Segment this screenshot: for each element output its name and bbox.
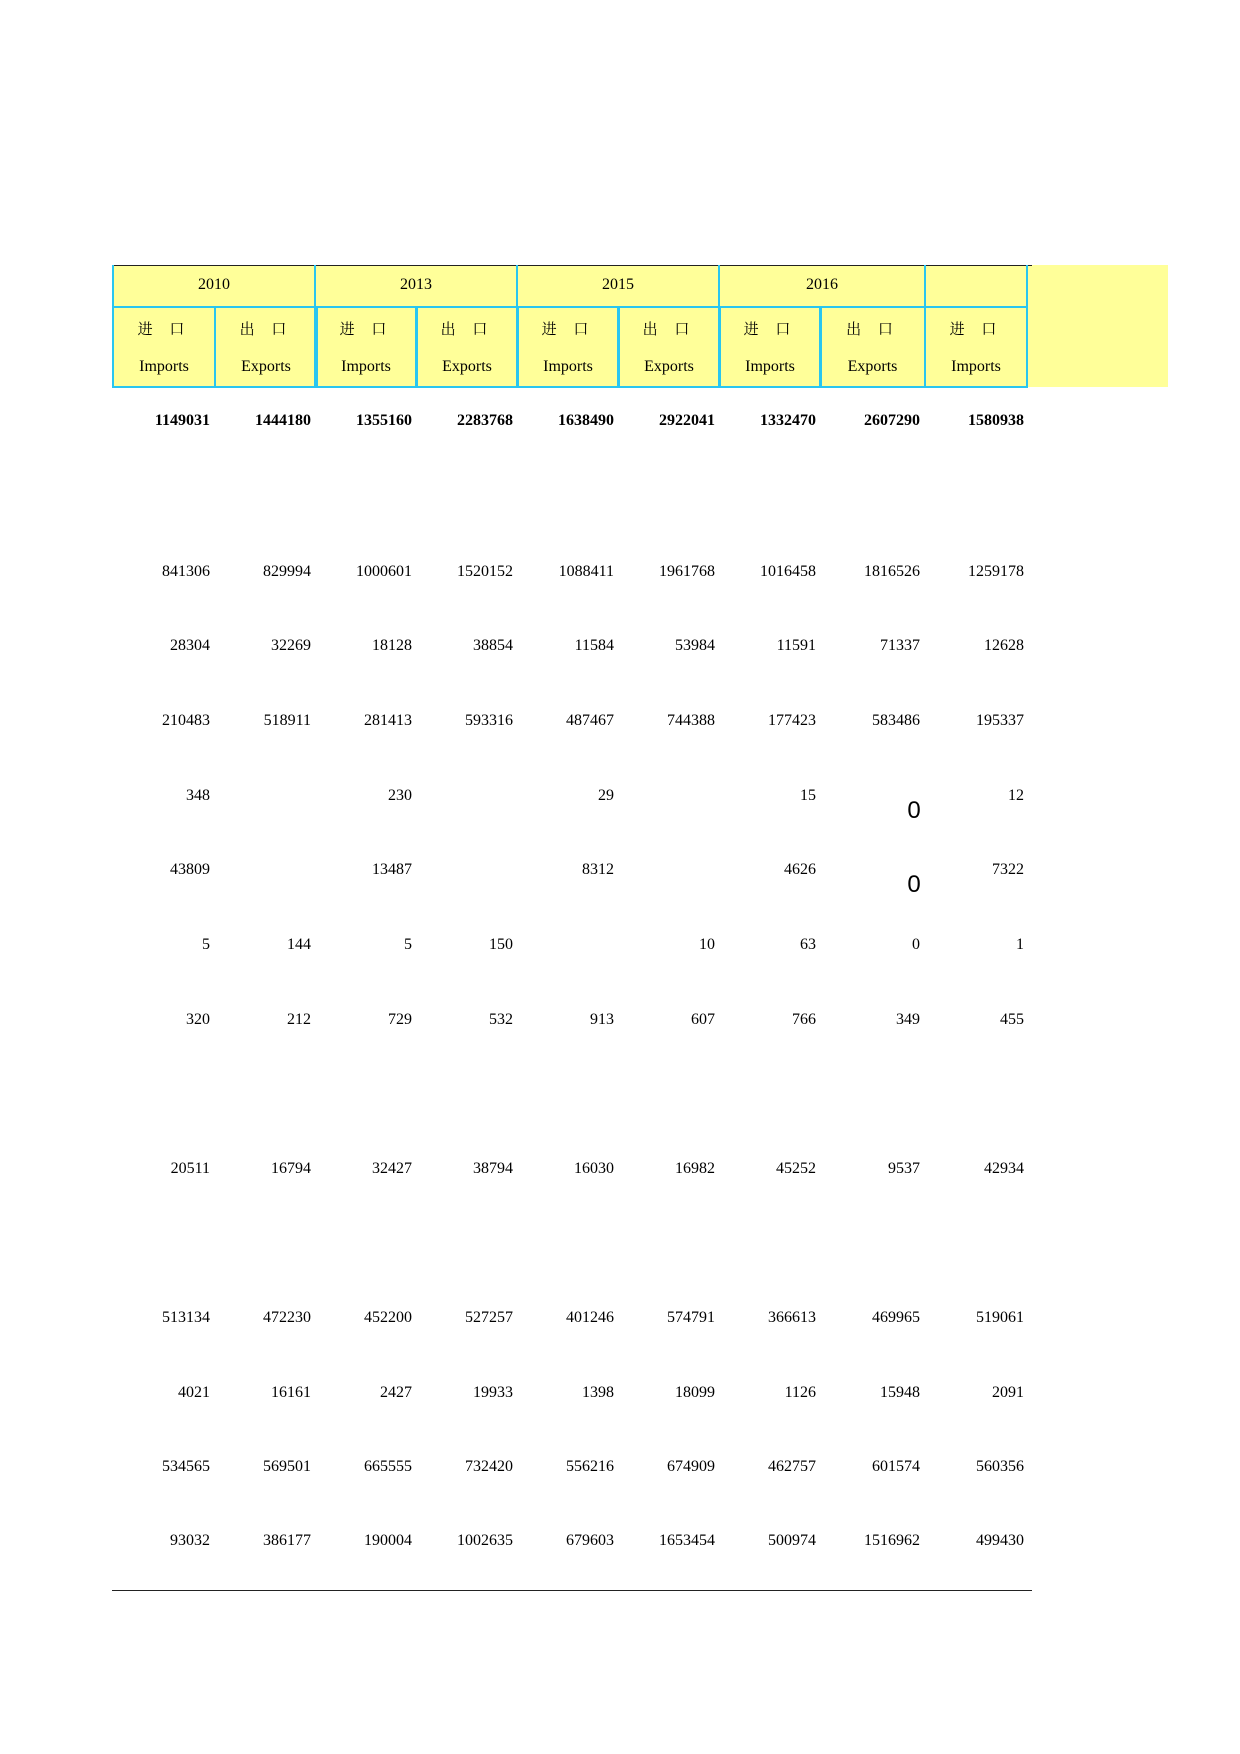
table-cell: 401246 bbox=[566, 1309, 614, 1326]
table-cell: 1088411 bbox=[558, 563, 614, 580]
table-cell: 16030 bbox=[574, 1160, 614, 1177]
col-header-imports bbox=[516, 306, 620, 388]
table-cell: 63 bbox=[800, 936, 816, 953]
col-header-cn: 出 口 bbox=[642, 320, 696, 338]
table-cell: 462757 bbox=[768, 1458, 816, 1475]
year-header-2015: 2015 bbox=[516, 265, 720, 308]
col-header-en: Exports bbox=[644, 358, 694, 375]
table-cell: 349 bbox=[896, 1011, 920, 1028]
table-cell: 607 bbox=[691, 1011, 715, 1028]
table-cell: 43809 bbox=[170, 861, 210, 878]
table-cell: 71337 bbox=[880, 637, 920, 654]
col-header-en: Exports bbox=[241, 358, 291, 375]
col-header-cn: 进 口 bbox=[339, 320, 393, 338]
col-header-en: Imports bbox=[543, 358, 593, 375]
table-cell: 28304 bbox=[170, 637, 210, 654]
total-cell: 1580938 bbox=[968, 412, 1024, 429]
table-cell: 348 bbox=[186, 787, 210, 804]
table-cell: 1961768 bbox=[659, 563, 715, 580]
col-header-cn: 进 口 bbox=[743, 320, 797, 338]
table-cell: 469965 bbox=[872, 1309, 920, 1326]
table-cell: 518911 bbox=[263, 712, 311, 729]
col-header-cn: 进 口 bbox=[949, 320, 1003, 338]
table-cell: 210483 bbox=[162, 712, 210, 729]
total-cell: 1149031 bbox=[154, 412, 210, 429]
table-cell: 8312 bbox=[582, 861, 614, 878]
table-cell: 93032 bbox=[170, 1532, 210, 1549]
col-header-imports bbox=[112, 306, 216, 388]
col-header-exports bbox=[214, 306, 318, 388]
table-cell: 386177 bbox=[263, 1532, 311, 1549]
table-cell: 2427 bbox=[380, 1384, 412, 1401]
col-header-en: Imports bbox=[341, 358, 391, 375]
table-cell: 7322 bbox=[992, 861, 1024, 878]
col-header-cn: 出 口 bbox=[440, 320, 494, 338]
table-cell: 18128 bbox=[372, 637, 412, 654]
table-cell: 5 bbox=[202, 936, 210, 953]
table-cell: 534565 bbox=[162, 1458, 210, 1475]
col-header-imports bbox=[924, 306, 1028, 388]
table-cell: 452200 bbox=[364, 1309, 412, 1326]
table-cell: 38794 bbox=[473, 1160, 513, 1177]
col-header-cn: 进 口 bbox=[541, 320, 595, 338]
table-cell: 38854 bbox=[473, 637, 513, 654]
table-cell: 829994 bbox=[263, 563, 311, 580]
table-cell: 679603 bbox=[566, 1532, 614, 1549]
table-cell: 32269 bbox=[271, 637, 311, 654]
col-header-en: Imports bbox=[139, 358, 189, 375]
table-cell: 472230 bbox=[263, 1309, 311, 1326]
table-cell: 19933 bbox=[473, 1384, 513, 1401]
table-cell: 1002635 bbox=[457, 1532, 513, 1549]
total-cell: 2283768 bbox=[457, 412, 513, 429]
table-cell: 4626 bbox=[784, 861, 816, 878]
table-cell: 556216 bbox=[566, 1458, 614, 1475]
col-header-cn: 进 口 bbox=[137, 320, 191, 338]
table-cell: 569501 bbox=[263, 1458, 311, 1475]
table-cell: 13487 bbox=[372, 861, 412, 878]
col-header-cn: 出 口 bbox=[239, 320, 293, 338]
col-header-cn: 出 口 bbox=[846, 320, 899, 338]
total-cell: 2607290 bbox=[864, 412, 920, 429]
table-cell: 11584 bbox=[574, 637, 614, 654]
table-cell: 10 bbox=[699, 936, 715, 953]
col-header-en: Imports bbox=[745, 358, 795, 375]
table-cell: 18099 bbox=[675, 1384, 715, 1401]
table-cell: 320 bbox=[186, 1011, 210, 1028]
table-cell: 1 bbox=[1016, 936, 1024, 953]
table-cell: 601574 bbox=[872, 1458, 920, 1475]
table-cell: 593316 bbox=[465, 712, 513, 729]
table-cell: 53984 bbox=[675, 637, 715, 654]
table-cell: 5 bbox=[404, 936, 412, 953]
table-cell: 4021 bbox=[178, 1384, 210, 1401]
table-cell: 32427 bbox=[372, 1160, 412, 1177]
table-cell: 532 bbox=[489, 1011, 513, 1028]
total-cell: 2922041 bbox=[659, 412, 715, 429]
table-cell: 1653454 bbox=[659, 1532, 715, 1549]
table-cell: 1259178 bbox=[968, 563, 1024, 580]
large-zero-value: 0 bbox=[907, 797, 921, 824]
table-cell: 45252 bbox=[776, 1160, 816, 1177]
table-cell: 16794 bbox=[271, 1160, 311, 1177]
table-cell: 500974 bbox=[768, 1532, 816, 1549]
col-header-en: Imports bbox=[951, 358, 1001, 375]
table-cell: 455 bbox=[1000, 1011, 1024, 1028]
table-cell: 499430 bbox=[976, 1532, 1024, 1549]
table-cell: 513134 bbox=[162, 1309, 210, 1326]
table-cell: 281413 bbox=[364, 712, 412, 729]
col-header-imports bbox=[718, 306, 822, 388]
table-cell: 0 bbox=[912, 936, 920, 953]
table-cell: 841306 bbox=[162, 563, 210, 580]
table-cell: 42934 bbox=[984, 1160, 1024, 1177]
table-cell: 11591 bbox=[776, 637, 816, 654]
total-cell: 1332470 bbox=[760, 412, 816, 429]
table-cell: 1516962 bbox=[864, 1532, 920, 1549]
table-cell: 487467 bbox=[566, 712, 614, 729]
large-zero-value: 0 bbox=[907, 871, 921, 898]
table-cell: 913 bbox=[590, 1011, 614, 1028]
total-cell: 1638490 bbox=[558, 412, 614, 429]
table-cell: 519061 bbox=[976, 1309, 1024, 1326]
table-cell: 212 bbox=[287, 1011, 311, 1028]
table-cell: 15948 bbox=[880, 1384, 920, 1401]
table-cell: 16982 bbox=[675, 1160, 715, 1177]
table-cell: 560356 bbox=[976, 1458, 1024, 1475]
table-cell: 190004 bbox=[364, 1532, 412, 1549]
table-cell: 732420 bbox=[465, 1458, 513, 1475]
table-cell: 1000601 bbox=[356, 563, 412, 580]
total-cell: 1355160 bbox=[356, 412, 412, 429]
table-cell: 366613 bbox=[768, 1309, 816, 1326]
total-cell: 1444180 bbox=[255, 412, 311, 429]
col-header-en: Exports bbox=[847, 358, 898, 375]
table-cell: 744388 bbox=[667, 712, 715, 729]
year-header-2010: 2010 bbox=[112, 265, 316, 308]
table-cell: 583486 bbox=[872, 712, 920, 729]
col-header-exports bbox=[819, 306, 926, 388]
table-cell: 150 bbox=[489, 936, 513, 953]
col-header-imports bbox=[314, 306, 418, 388]
table-cell: 527257 bbox=[465, 1309, 513, 1326]
table-cell: 2091 bbox=[992, 1384, 1024, 1401]
table-cell: 16161 bbox=[271, 1384, 311, 1401]
table-cell: 1520152 bbox=[457, 563, 513, 580]
table-cell: 29 bbox=[598, 787, 614, 804]
table-cell: 9537 bbox=[888, 1160, 920, 1177]
table-bottom-rule bbox=[112, 1590, 1032, 1591]
year-header-last bbox=[924, 265, 1028, 308]
table-cell: 20511 bbox=[170, 1160, 210, 1177]
table-cell: 177423 bbox=[768, 712, 816, 729]
year-header-2016: 2016 bbox=[718, 265, 926, 308]
table-cell: 665555 bbox=[364, 1458, 412, 1475]
table-cell: 230 bbox=[388, 787, 412, 804]
table-cell: 15 bbox=[800, 787, 816, 804]
table-cell: 195337 bbox=[976, 712, 1024, 729]
table-cell: 12 bbox=[1008, 787, 1024, 804]
table-cell: 1816526 bbox=[864, 563, 920, 580]
table-cell: 1398 bbox=[582, 1384, 614, 1401]
col-header-exports bbox=[617, 306, 721, 388]
col-header-exports bbox=[415, 306, 519, 388]
table-cell: 729 bbox=[388, 1011, 412, 1028]
table-cell: 144 bbox=[287, 936, 311, 953]
table-cell: 1126 bbox=[784, 1384, 816, 1401]
year-header-2013: 2013 bbox=[314, 265, 518, 308]
table-cell: 674909 bbox=[667, 1458, 715, 1475]
table-cell: 574791 bbox=[667, 1309, 715, 1326]
table-cell: 1016458 bbox=[760, 563, 816, 580]
table-cell: 12628 bbox=[984, 637, 1024, 654]
col-header-en: Exports bbox=[442, 358, 492, 375]
table-cell: 766 bbox=[792, 1011, 816, 1028]
